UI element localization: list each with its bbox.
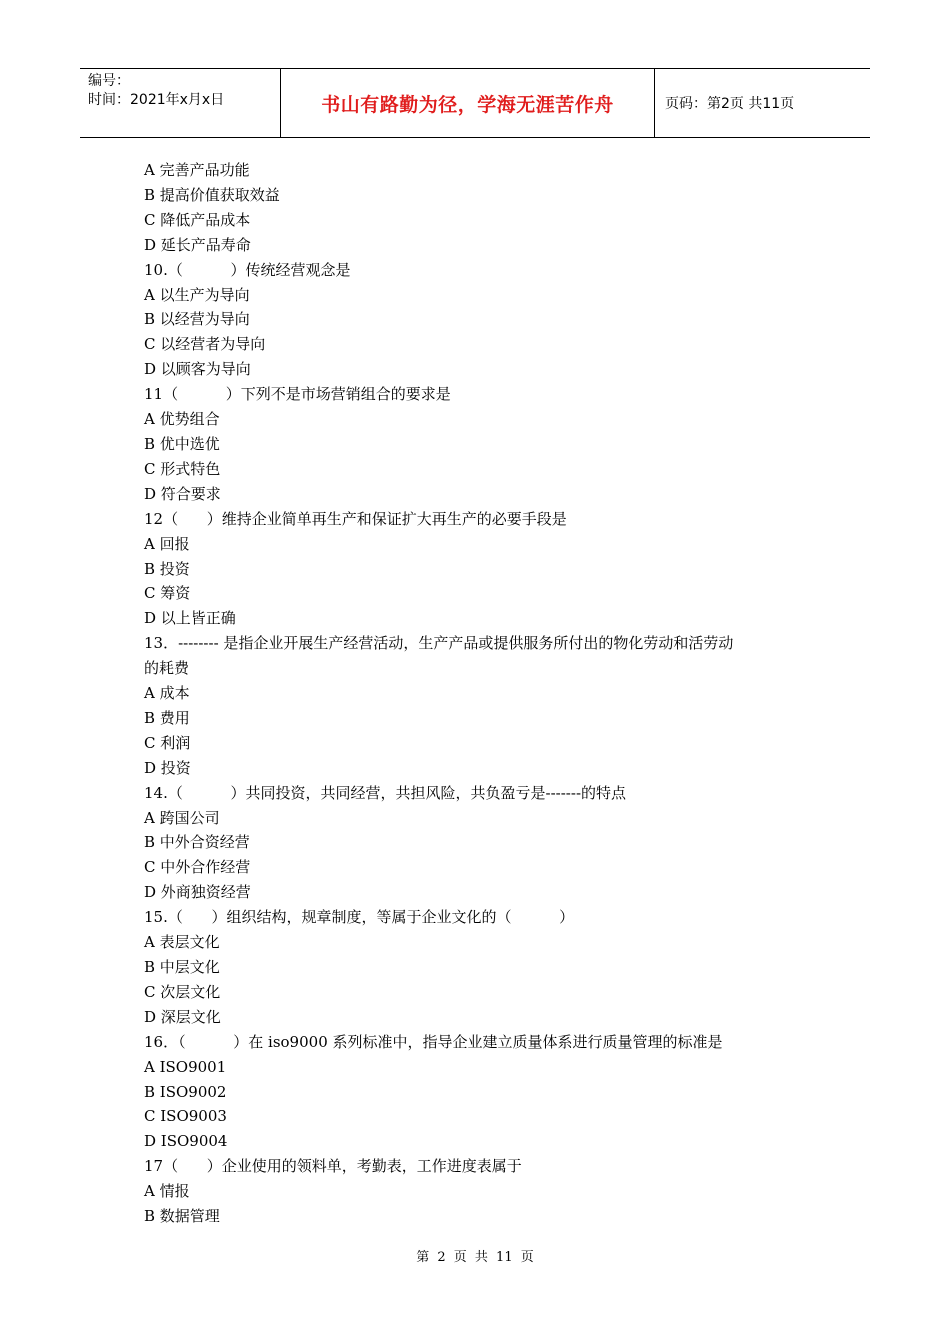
text-line: 13．-------- 是指企业开展生产经营活动，生产产品或提供服务所付出的物化劳动和活劳动: [144, 634, 734, 653]
text-line: C 利润: [144, 733, 191, 752]
serial-label: 编号：: [88, 73, 130, 89]
text-line: B 投资: [144, 559, 190, 578]
header-meta: [80, 69, 281, 137]
text-line: A 完善产品功能: [144, 161, 250, 179]
page-footer: 第 2 页 共 11 页: [416, 1250, 534, 1265]
text-line: C 降低产品成本: [144, 210, 251, 229]
text-line: B 优中选优: [144, 434, 220, 453]
text-line: 14.（ ）共同投资，共同经营，共担风险，共负盈亏是-------的特点: [144, 783, 627, 802]
text-line: D 以上皆正确: [144, 609, 236, 628]
text-line: B 数据管理: [144, 1207, 220, 1226]
text-line: B 以经营为导向: [144, 310, 250, 329]
text-line: A 成本: [144, 684, 190, 703]
text-line: 的耗费: [144, 659, 190, 678]
text-line: 11（ ）下列不是市场营销组合的要求是: [144, 385, 451, 404]
text-line: 17（ ）企业使用的领料单，考勤表，工作进度表属于: [144, 1157, 522, 1176]
text-line: B ISO9002: [144, 1082, 227, 1101]
text-line: A 情报: [144, 1182, 190, 1201]
text-line: D 外商独资经营: [144, 883, 251, 902]
date-label: 时间：2021年x月x日: [88, 92, 225, 108]
header-page-info: 页码：第2页 共11页: [665, 96, 795, 112]
text-line: A 优势组合: [144, 410, 220, 429]
text-line: C ISO9003: [144, 1107, 227, 1126]
text-line: C 筹资: [144, 584, 191, 603]
text-line: C 以经营者为导向: [144, 335, 266, 354]
text-line: D 延长产品寿命: [144, 235, 251, 254]
text-line: 10.（ ）传统经营观念是: [144, 260, 351, 279]
text-line: A 回报: [144, 534, 190, 553]
header-motto: 书山有路勤为径，学海无涯苦作舟: [281, 69, 655, 137]
text-line: D 符合要求: [144, 484, 221, 503]
text-line: D ISO9004: [144, 1132, 228, 1151]
text-line: C 次层文化: [144, 982, 221, 1001]
text-line: A 表层文化: [144, 933, 220, 952]
text-line: B 费用: [144, 708, 190, 727]
page-header: [80, 68, 870, 138]
text-line: A ISO9001: [144, 1057, 227, 1076]
text-line: B 中外合资经营: [144, 833, 250, 852]
text-line: 15.（ ）组织结构，规章制度，等属于企业文化的（ ）: [144, 908, 575, 927]
question-list: [144, 158, 824, 1229]
text-line: D 投资: [144, 758, 191, 777]
text-line: D 以顾客为导向: [144, 360, 251, 379]
text-line: D 深层文化: [144, 1007, 221, 1026]
text-line: B 中层文化: [144, 958, 220, 976]
text-line: A 跨国公司: [144, 808, 220, 827]
text-line: C 形式特色: [144, 459, 221, 478]
text-line: C 中外合作经营: [144, 858, 251, 877]
text-line: A 以生产为导向: [144, 285, 250, 304]
text-line: B 提高价值获取效益: [144, 185, 280, 204]
text-line: 16．（ ）在 iso9000 系列标准中，指导企业建立质量体系进行质量管理的标准是: [144, 1032, 723, 1051]
text-line: 12（ ）维持企业简单再生产和保证扩大再生产的必要手段是: [144, 509, 567, 528]
